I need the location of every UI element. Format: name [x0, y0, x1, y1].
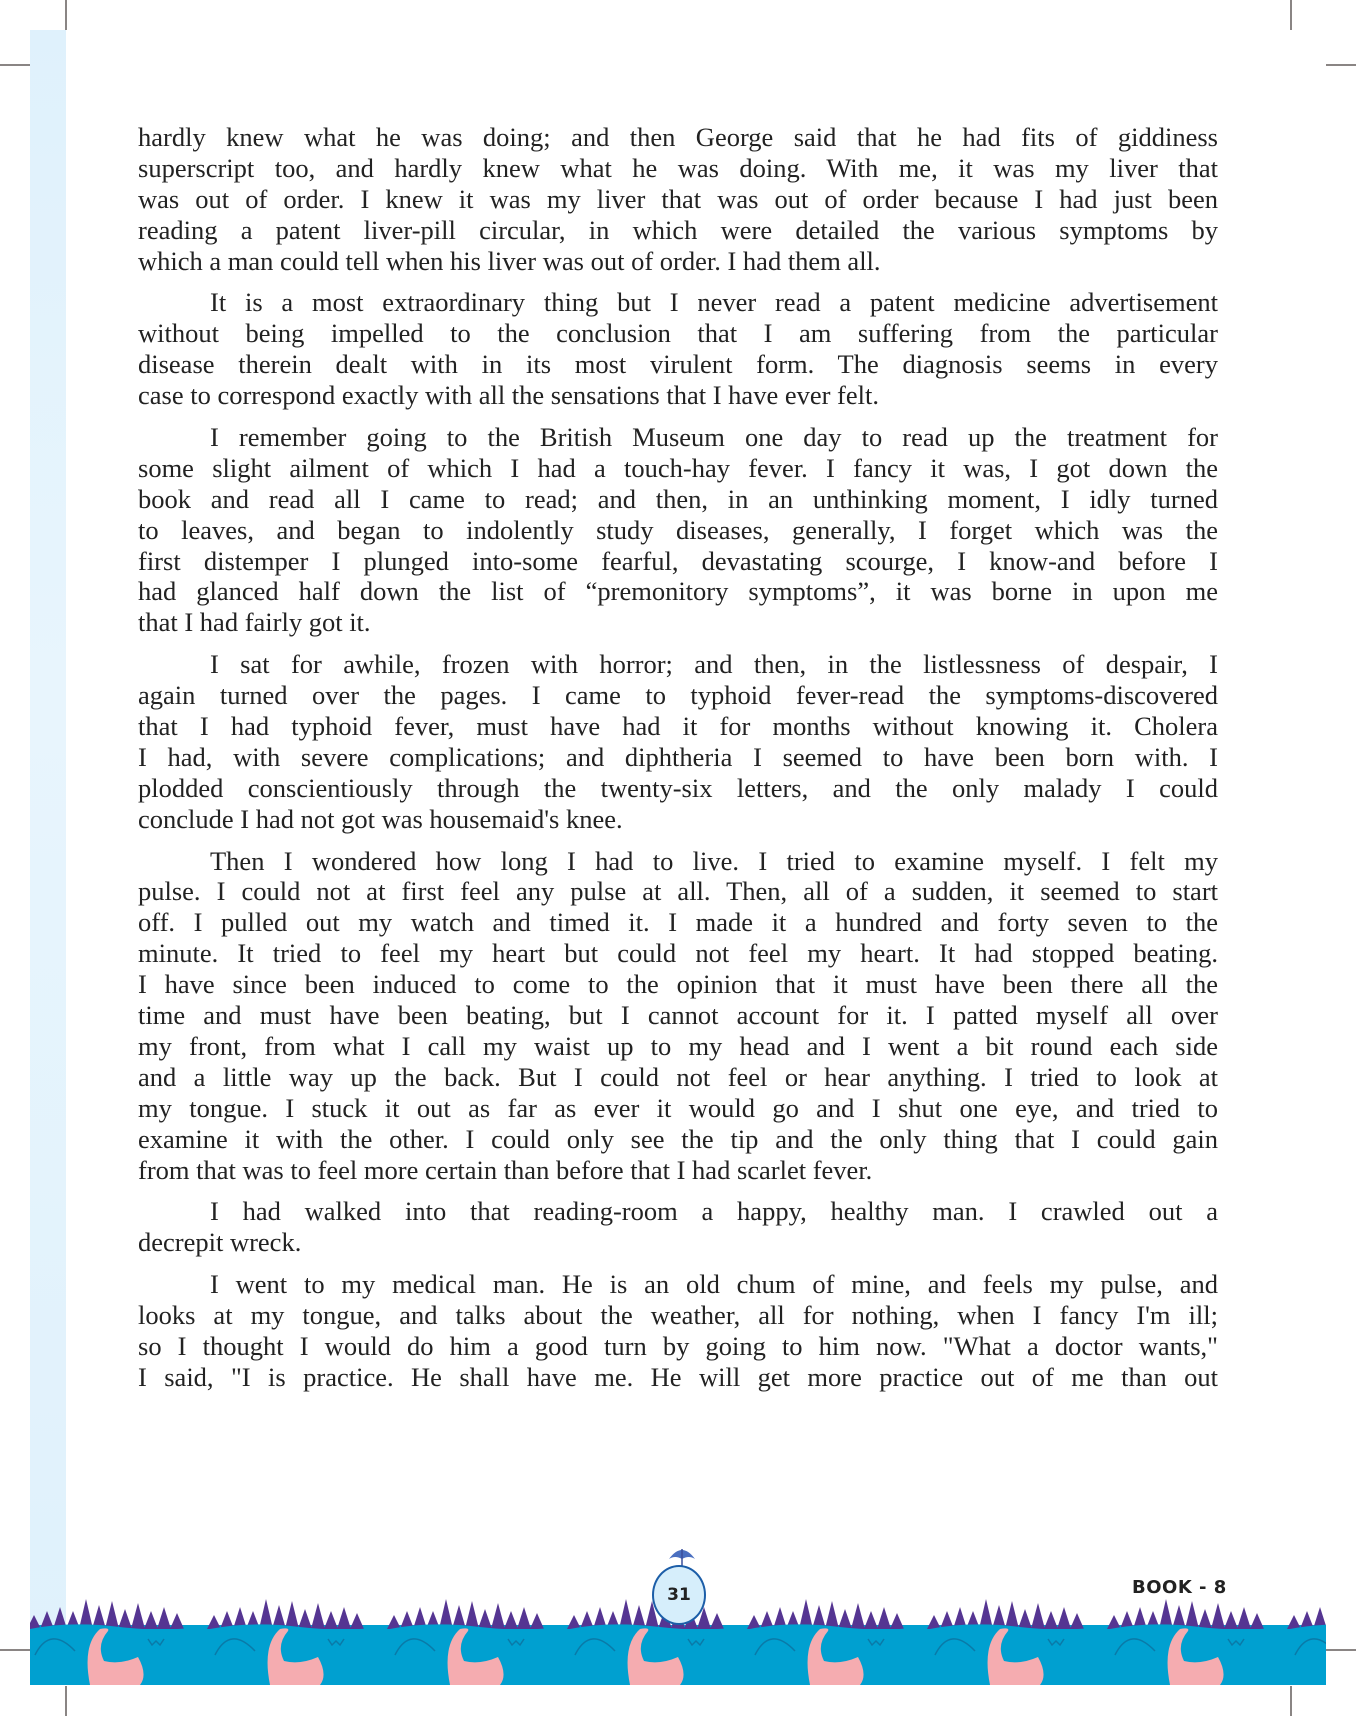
- text-line: minute. It tried to feel my heart but could not feel my heart. It had stopped beating.: [138, 938, 1218, 969]
- text-line: plodded conscientiously through the twenty-six letters, and the only malady I could: [138, 772, 1218, 803]
- crop-mark: [0, 64, 30, 66]
- crop-mark: [0, 1649, 30, 1651]
- paragraph: [138, 422, 1218, 638]
- tree-cluster: [30, 1599, 184, 1629]
- paragraph: [138, 122, 1218, 276]
- text-line: from that was to feel more certain than before that I had scarlet fever.: [138, 1154, 873, 1185]
- tree-cluster: [1287, 1599, 1326, 1629]
- crop-mark: [1326, 64, 1356, 66]
- crop-mark: [1290, 1686, 1292, 1716]
- text-line: reading a patent liver-pill circular, in which were detailed the various symptoms by: [138, 214, 1218, 245]
- text-line: I remember going to the British Museum one day to read up the treatment for: [210, 422, 1218, 453]
- text-line: to leaves, and began to indolently study diseases, generally, I forget which was the: [138, 514, 1218, 545]
- text-line: hardly knew what he was doing; and then George said that he had fits of giddiness: [138, 122, 1218, 152]
- text-line: I had walked into that reading-room a happy, healthy man. I crawled out a: [210, 1196, 1218, 1227]
- crop-mark: [65, 1686, 67, 1716]
- crop-mark: [1326, 1649, 1356, 1651]
- text-line: Then I wondered how long I had to live. I tried to examine myself. I felt my: [210, 845, 1218, 876]
- text-line: I sat for awhile, frozen with horror; and then, in the listlessness of despair, I: [210, 649, 1218, 680]
- text-line: case to correspond exactly with all the sensations that I have ever felt.: [138, 380, 879, 411]
- text-line: without being impelled to the conclusion that I am suffering from the particular: [138, 318, 1218, 349]
- text-line: was out of order. I knew it was my liver that was out of order because I had just been: [138, 183, 1218, 214]
- text-line: pulse. I could not at first feel any pulse at all. Then, all of a sudden, it seemed to start: [138, 876, 1218, 907]
- text-line: disease therein dealt with in its most virulent form. The diagnosis seems in every: [138, 349, 1218, 380]
- text-line: my tongue. I stuck it out as far as ever it would go and I shut one eye, and tried to: [138, 1092, 1218, 1123]
- paragraph: [138, 846, 1218, 1186]
- text-line: looks at my tongue, and talks about the weather, all for nothing, when I fancy I'm ill;: [138, 1300, 1218, 1331]
- text-line: and a little way up the back. But I could not feel or hear anything. I tried to look at: [138, 1061, 1218, 1092]
- text-line: first distemper I plunged into-some fearful, devastating scourge, I know-and before I: [138, 545, 1218, 576]
- body-text: [138, 122, 1218, 1404]
- tree-cluster: [747, 1599, 904, 1629]
- text-line: so I thought I would do him a good turn by going to him now. "What a doctor wants,": [138, 1330, 1218, 1361]
- crop-mark: [1290, 0, 1292, 30]
- text-line: I went to my medical man. He is an old chum of mine, and feels my pulse, and: [210, 1269, 1218, 1300]
- text-line: time and must have been beating, but I cannot account for it. I patted myself all over: [138, 1000, 1218, 1031]
- text-line: some slight ailment of which I had a touch-hay fever. I fancy it was, I got down the: [138, 452, 1218, 483]
- text-line: off. I pulled out my watch and timed it. I made it a hundred and forty seven to the: [138, 907, 1218, 938]
- text-line: I had, with severe complications; and diphtheria I seemed to have been born with. I: [138, 741, 1218, 772]
- paragraph: [138, 287, 1218, 411]
- text-line: that I had typhoid fever, must have had it for months without knowing it. Cholera: [138, 711, 1218, 742]
- text-line: my front, from what I call my waist up to my head and I went a bit round each side: [138, 1030, 1218, 1061]
- text-line: decrepit wreck.: [138, 1227, 302, 1258]
- text-line: had glanced half down the list of “premonitory symptoms”, it was borne in upon me: [138, 576, 1218, 607]
- tree-cluster: [1107, 1599, 1264, 1629]
- tree-cluster: [927, 1599, 1084, 1629]
- paragraph: [138, 1269, 1218, 1393]
- text-line: again turned over the pages. I came to typhoid fever-read the symptoms-discovered: [138, 680, 1218, 711]
- paragraph: [138, 649, 1218, 834]
- text-line: I said, "I is practice. He shall have me. He will get more practice out of me than out: [138, 1361, 1218, 1392]
- text-line: examine it with the other. I could only see the tip and the only thing that I could gain: [138, 1123, 1218, 1154]
- text-line: book and read all I came to read; and then, in an unthinking moment, I idly turned: [138, 483, 1218, 514]
- text-line: that I had fairly got it.: [138, 607, 371, 638]
- text-line: I have since been induced to come to the opinion that it must have been there all the: [138, 969, 1218, 1000]
- text-line: which a man could tell when his liver was out of order. I had them all.: [138, 245, 881, 276]
- text-line: It is a most extraordinary thing but I never read a patent medicine advertisement: [210, 287, 1218, 318]
- book-label: BOOK - 8: [1132, 1577, 1227, 1598]
- side-decoration-strip: [30, 30, 66, 1685]
- text-line: conclude I had not got was housemaid's knee.: [138, 803, 623, 834]
- tree-cluster: [387, 1599, 544, 1629]
- tree-cluster: [207, 1599, 364, 1629]
- crop-mark: [65, 0, 67, 30]
- paragraph: [138, 1196, 1218, 1258]
- page-number: 31: [652, 1565, 706, 1625]
- text-line: superscript too, and hardly knew what he was doing. With me, it was my liver that: [138, 152, 1218, 183]
